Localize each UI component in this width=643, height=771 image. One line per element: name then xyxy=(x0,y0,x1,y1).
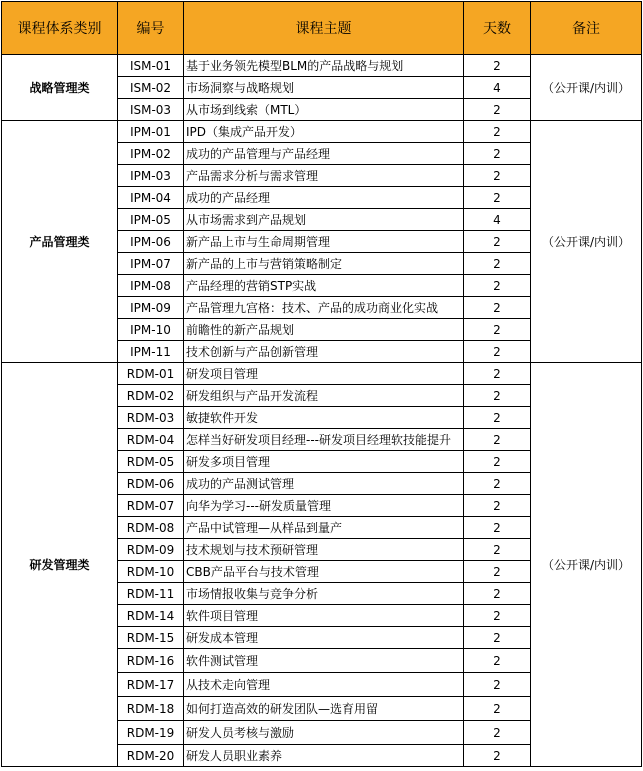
course-days: 4 xyxy=(464,77,531,99)
course-code: IPM-02 xyxy=(118,143,184,165)
course-topic: 研发人员职业素养 xyxy=(184,745,464,767)
course-topic: 研发人员考核与激励 xyxy=(184,721,464,745)
header-category: 课程体系类别 xyxy=(2,2,118,55)
course-code: RDM-03 xyxy=(118,407,184,429)
course-code: RDM-01 xyxy=(118,363,184,385)
course-topic: 技术规划与技术预研管理 xyxy=(184,539,464,561)
course-days: 2 xyxy=(464,319,531,341)
course-code: IPM-06 xyxy=(118,231,184,253)
note-cell: （公开课/内训） xyxy=(531,55,642,121)
course-code: RDM-05 xyxy=(118,451,184,473)
table-row xyxy=(2,363,642,385)
course-days: 2 xyxy=(464,297,531,319)
course-code: RDM-16 xyxy=(118,649,184,673)
header-code: 编号 xyxy=(118,2,184,55)
course-code: IPM-07 xyxy=(118,253,184,275)
course-days: 2 xyxy=(464,407,531,429)
course-days: 2 xyxy=(464,583,531,605)
course-topic: 技术创新与产品创新管理 xyxy=(184,341,464,363)
course-code: RDM-10 xyxy=(118,561,184,583)
course-days: 2 xyxy=(464,231,531,253)
course-topic: 研发多项目管理 xyxy=(184,451,464,473)
course-days: 2 xyxy=(464,429,531,451)
table-row xyxy=(2,55,642,77)
course-days: 2 xyxy=(464,99,531,121)
course-days: 4 xyxy=(464,209,531,231)
course-days: 2 xyxy=(464,697,531,721)
course-code: IPM-08 xyxy=(118,275,184,297)
course-topic: 成功的产品管理与产品经理 xyxy=(184,143,464,165)
course-code: IPM-03 xyxy=(118,165,184,187)
course-topic: 怎样当好研发项目经理---研发项目经理软技能提升 xyxy=(184,429,464,451)
course-code: RDM-11 xyxy=(118,583,184,605)
course-topic: 从技术走向管理 xyxy=(184,673,464,697)
course-table xyxy=(1,1,642,767)
course-code: RDM-15 xyxy=(118,627,184,649)
course-topic: 成功的产品测试管理 xyxy=(184,473,464,495)
course-code: ISM-03 xyxy=(118,99,184,121)
course-topic: 向华为学习---研发质量管理 xyxy=(184,495,464,517)
course-code: RDM-09 xyxy=(118,539,184,561)
course-topic: CBB产品平台与技术管理 xyxy=(184,561,464,583)
course-code: RDM-20 xyxy=(118,745,184,767)
course-topic: 研发项目管理 xyxy=(184,363,464,385)
note-cell: （公开课/内训） xyxy=(531,363,642,767)
course-days: 2 xyxy=(464,253,531,275)
course-days: 2 xyxy=(464,627,531,649)
course-days: 2 xyxy=(464,341,531,363)
course-code: RDM-04 xyxy=(118,429,184,451)
course-days: 2 xyxy=(464,495,531,517)
course-days: 2 xyxy=(464,143,531,165)
course-days: 2 xyxy=(464,673,531,697)
course-days: 2 xyxy=(464,605,531,627)
course-days: 2 xyxy=(464,517,531,539)
course-days: 2 xyxy=(464,745,531,767)
course-days: 2 xyxy=(464,363,531,385)
course-code: IPM-10 xyxy=(118,319,184,341)
course-days: 2 xyxy=(464,721,531,745)
header-days: 天数 xyxy=(464,2,531,55)
course-days: 2 xyxy=(464,649,531,673)
course-code: RDM-19 xyxy=(118,721,184,745)
course-topic: 研发组织与产品开发流程 xyxy=(184,385,464,407)
course-code: IPM-11 xyxy=(118,341,184,363)
course-topic: 产品管理九宫格：技术、产品的成功商业化实战 xyxy=(184,297,464,319)
table-body xyxy=(2,55,642,767)
course-topic: 成功的产品经理 xyxy=(184,187,464,209)
note-cell: （公开课/内训） xyxy=(531,121,642,363)
course-code: IPM-04 xyxy=(118,187,184,209)
course-code: ISM-01 xyxy=(118,55,184,77)
category-cell: 产品管理类 xyxy=(2,121,118,363)
course-code: RDM-17 xyxy=(118,673,184,697)
course-topic: 产品中试管理—从样品到量产 xyxy=(184,517,464,539)
course-topic: 新产品的上市与营销策略制定 xyxy=(184,253,464,275)
course-code: RDM-06 xyxy=(118,473,184,495)
category-cell: 战略管理类 xyxy=(2,55,118,121)
course-topic: 市场情报收集与竞争分析 xyxy=(184,583,464,605)
course-days: 2 xyxy=(464,275,531,297)
course-topic: 产品需求分析与需求管理 xyxy=(184,165,464,187)
category-cell: 研发管理类 xyxy=(2,363,118,767)
course-code: IPM-05 xyxy=(118,209,184,231)
course-code: RDM-07 xyxy=(118,495,184,517)
course-topic: 市场洞察与战略规划 xyxy=(184,77,464,99)
course-topic: 基于业务领先模型BLM的产品战略与规划 xyxy=(184,55,464,77)
course-topic: 软件测试管理 xyxy=(184,649,464,673)
course-days: 2 xyxy=(464,121,531,143)
course-days: 2 xyxy=(464,165,531,187)
course-topic: 研发成本管理 xyxy=(184,627,464,649)
course-topic: 软件项目管理 xyxy=(184,605,464,627)
course-code: IPM-09 xyxy=(118,297,184,319)
header-note: 备注 xyxy=(531,2,642,55)
course-code: IPM-01 xyxy=(118,121,184,143)
course-topic: 如何打造高效的研发团队—选育用留 xyxy=(184,697,464,721)
course-topic: 从市场到线索（MTL） xyxy=(184,99,464,121)
course-days: 2 xyxy=(464,55,531,77)
course-code: RDM-08 xyxy=(118,517,184,539)
course-topic: 从市场需求到产品规划 xyxy=(184,209,464,231)
course-topic: 新产品上市与生命周期管理 xyxy=(184,231,464,253)
course-days: 2 xyxy=(464,561,531,583)
course-code: RDM-18 xyxy=(118,697,184,721)
course-days: 2 xyxy=(464,473,531,495)
course-code: RDM-14 xyxy=(118,605,184,627)
course-days: 2 xyxy=(464,385,531,407)
table-row xyxy=(2,121,642,143)
course-days: 2 xyxy=(464,539,531,561)
course-topic: 产品经理的营销STP实战 xyxy=(184,275,464,297)
course-topic: 前瞻性的新产品规划 xyxy=(184,319,464,341)
course-days: 2 xyxy=(464,451,531,473)
header-topic: 课程主题 xyxy=(184,2,464,55)
course-code: RDM-02 xyxy=(118,385,184,407)
course-topic: IPD（集成产品开发） xyxy=(184,121,464,143)
course-days: 2 xyxy=(464,187,531,209)
header-row xyxy=(2,2,642,55)
course-code: ISM-02 xyxy=(118,77,184,99)
course-topic: 敏捷软件开发 xyxy=(184,407,464,429)
